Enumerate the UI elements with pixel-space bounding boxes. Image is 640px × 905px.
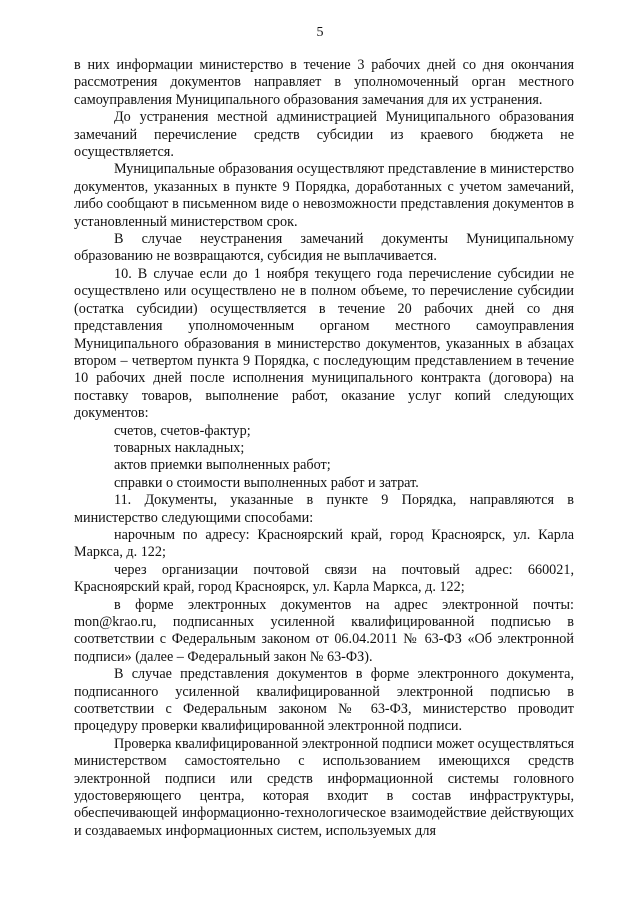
- list-item: товарных накладных;: [114, 439, 245, 456]
- document-body: [74, 57, 574, 840]
- paragraph: через организации почтовой связи на почтовый адрес: 660021, Красноярский край, город Красноярск, ул. Карла Маркса, д. 122;: [74, 561, 574, 596]
- paragraph: нарочным по адресу: Красноярский край, город Красноярск, ул. Карла Маркса, д. 122;: [74, 526, 574, 561]
- list-item: актов приемки выполненных работ;: [114, 457, 331, 474]
- paragraph: В случае представления документов в форме электронного документа, подписанного усиленной квалифицированной электронной подписью в соответствии с Федеральным законом № 63-ФЗ, министерство проводит процедуру проверки квалифицированной электронной подписи.: [74, 666, 574, 735]
- paragraph: Муниципальные образования осуществляют представление в министерство документов, указанных в пункте 9 Порядка, доработанных с учетом замечаний, либо сообщают в письменном виде о невозможности представления документов в установленный министерством срок.: [74, 161, 574, 230]
- page-number: 5: [316, 25, 324, 40]
- list-item: справки о стоимости выполненных работ и затрат.: [114, 474, 419, 491]
- paragraph: Проверка квалифицированной электронной подписи может осуществляться министерством самостоятельно с использованием имеющихся средств электронной подписи или средств информационной системы головного удостоверяющего центра, которая входит в состав инфраструктуры, обеспечивающей информационно-технологическое взаимодействие действующих и создаваемых информационных систем, используемых для: [74, 735, 574, 839]
- paragraph-clause-11: 11. Документы, указанные в пункте 9 Порядка, направляются в министерство следующими способами:: [74, 492, 574, 526]
- paragraph-continuation: в них информации министерство в течение 3 рабочих дней со дня окончания рассмотрения документов направляет в уполномоченный орган местного самоуправления Муниципального образования замечания для их устранения.: [74, 57, 574, 108]
- paragraph-clause-10: 10. В случае если до 1 ноября текущего года перечисление субсидии не осуществлено или осуществлено не в полном объеме, то перечисление субсидии (остатка субсидии) осуществляется в течение 20 рабочих дней со дня представления уполномоченным органом местного самоуправления Муниципального образования в министерство документов, указанных в абзацах втором – четвертом пункта 9 Порядка, с последующим представлением в течение 10 рабочих дней после исполнения муниципального контракта (договора) на поставку товаров, выполнение работ, оказание услуг копий следующих документов:: [74, 265, 574, 422]
- paragraph: В случае неустранения замечаний документы Муниципальному образованию не возвращаются, субсидия не выплачивается.: [74, 231, 574, 265]
- paragraph: в форме электронных документов на адрес электронной почты: mon@krao.ru, подписанных усиленной квалифицированной подписью в соответствии с Федеральным законом от 06.04.2011 № 63-ФЗ «Об электронной подписи» (далее – Федеральный закон № 63-ФЗ).: [74, 596, 574, 665]
- list-item: счетов, счетов-фактур;: [114, 422, 251, 439]
- paragraph: До устранения местной администрацией Муниципального образования замечаний перечисление средств субсидии из краевого бюджета не осуществляется.: [74, 109, 574, 161]
